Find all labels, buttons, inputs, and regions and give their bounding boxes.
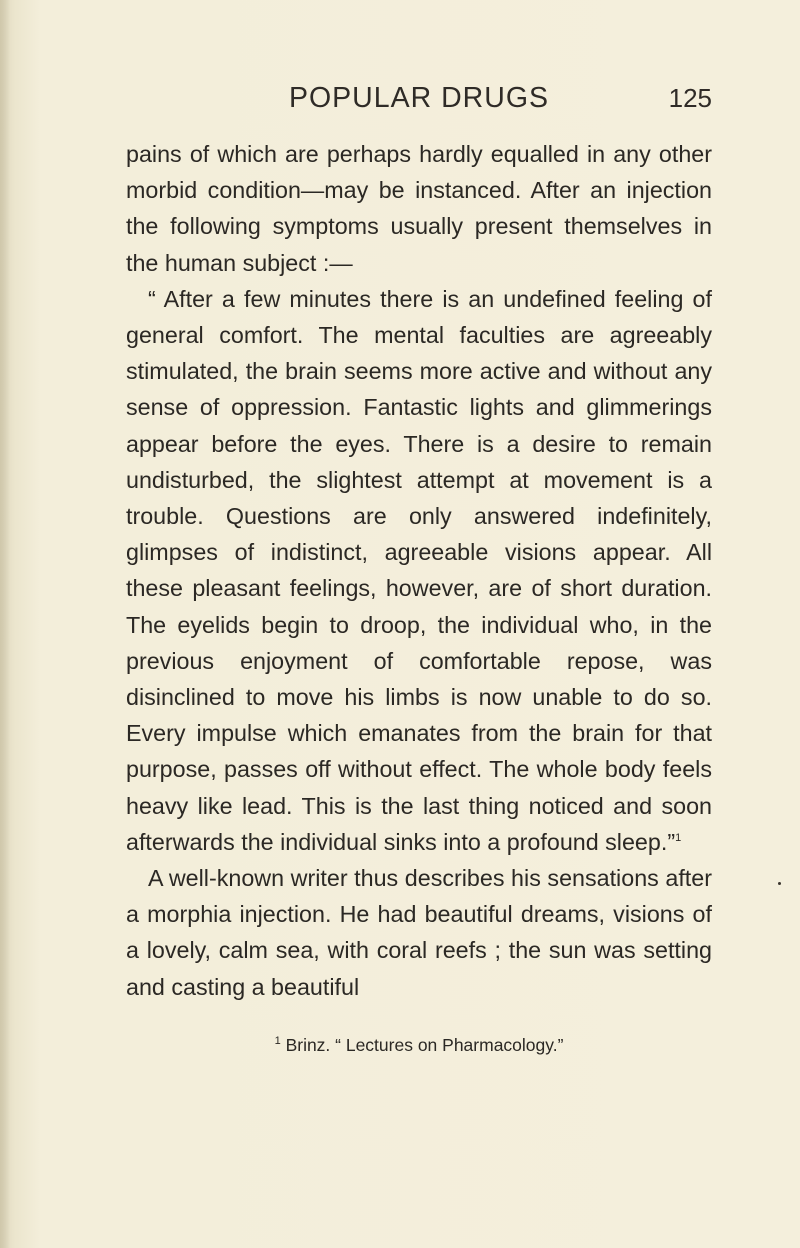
paragraph-1: pains of which are perhaps hardly equalled in any other morbid condition—may be instanced. After an injection the following symptoms usually present themselves in the human subject :— [126, 141, 712, 276]
paragraph-2-quote [126, 281, 712, 860]
page-header [126, 78, 712, 118]
body-text [126, 136, 712, 1005]
footnote-reference: 1 [675, 832, 682, 845]
running-title: POPULAR DRUGS [288, 82, 550, 114]
paragraph-3: A well-known writer thus describes his sensations after a morphia injection. He had beautiful dreams, visions of a lovely, calm sea, with coral reefs ; the sun was setting and casting a beautiful [126, 865, 712, 1000]
footnote-marker: 1 [274, 1035, 281, 1048]
spine-shadow [0, 0, 10, 1248]
footnote-text: Brinz. “ Lectures on Pharmacology.” [285, 1035, 564, 1055]
page-number: 125 [668, 83, 712, 113]
paragraph-2-text: “ After a few minutes there is an undefined feeling of general comfort. The mental faculties are agreeably stimulated, the brain seems more active and without any sense of oppression. Fantastic lights and glimmerings appear before the eyes. There is a desire to remain undisturbed, the slightest attempt at movement is a trouble. Questions are only answered indefinitely, glimpses of indistinct, agreeable visions appear. All these pleasant feelings, however, are of short duration. The eyelids begin to droop, the individual who, in the previous enjoyment of comfortable repose, was disinclined to move his limbs is now unable to do so. Every impulse which emanates from the brain for that purpose, passes off without effect. The whole body feels heavy like lead. This is the last thing noticed and soon afterwards the individual sinks into a profound sleep.” [126, 285, 712, 855]
ink-speck [778, 882, 781, 885]
footnote [126, 1032, 712, 1058]
